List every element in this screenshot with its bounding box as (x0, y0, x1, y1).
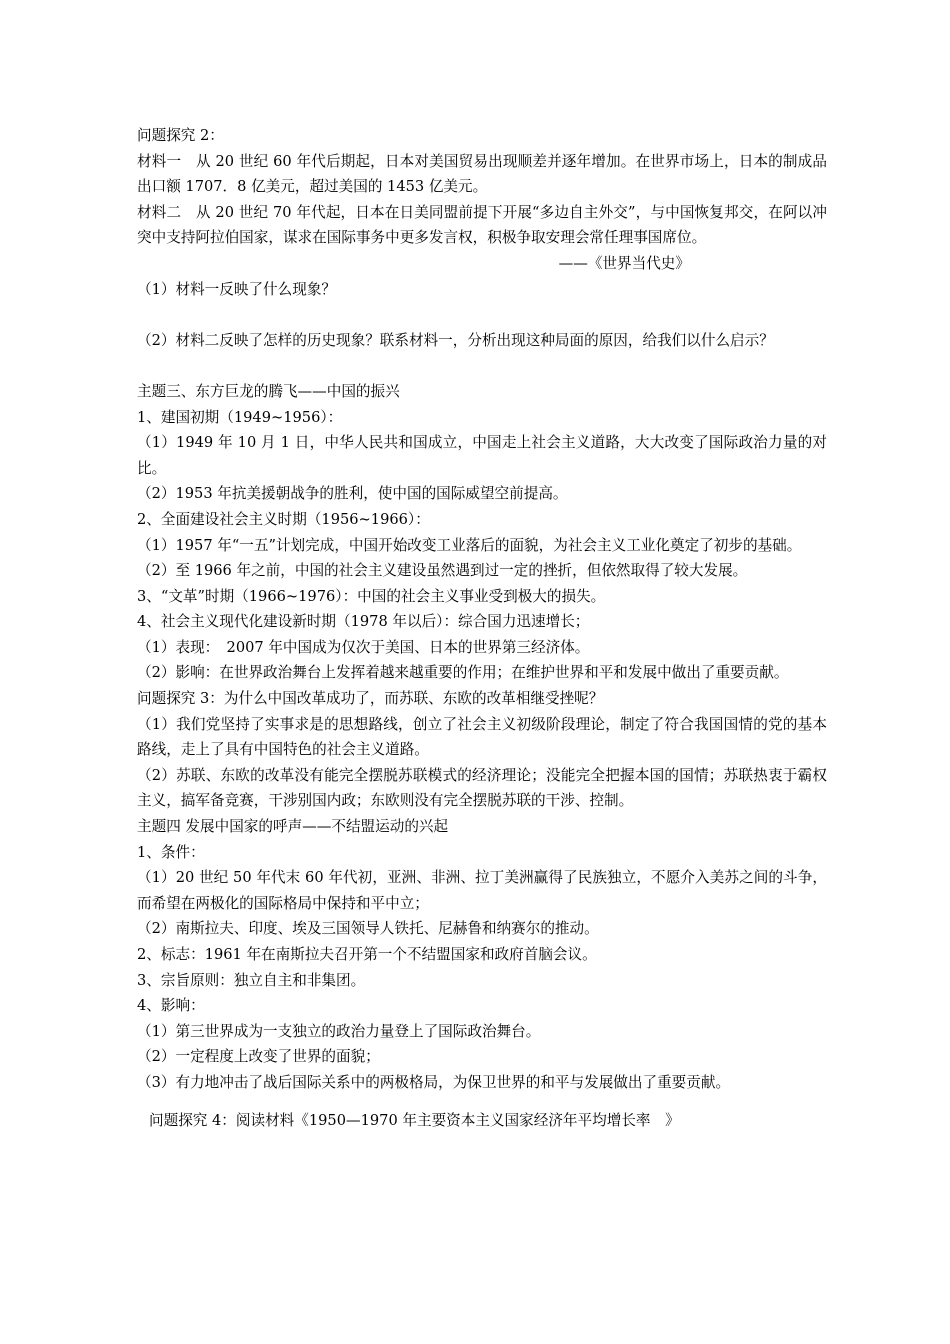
theme3-section1-item2: （2）1953 年抗美援朝战争的胜利，使中国的国际威望空前提高。 (137, 485, 568, 503)
theme4-condition1: （1）20 世纪 50 年代末 60 年代初，亚洲、非洲、拉丁美洲赢得了民族独立，不愿介入美苏之间的斗争，而希望在两极化的国际格局中保持和平中立； (137, 869, 827, 912)
theme4-conditions-heading: 1、条件： (137, 843, 205, 861)
theme4-title: 主题四 发展中国家的呼声——不结盟运动的兴起 (137, 818, 449, 836)
theme3-section2-heading: 2、全面建设社会主义时期（1956~1966）： (137, 510, 430, 528)
document-body (137, 123, 827, 1133)
theme3-section3: 3、“文革”时期（1966~1976）：中国的社会主义事业受到极大的损失。 (137, 587, 606, 605)
theme3-section2-item1: （1）1957 年“一五”计划完成，中国开始改变工业落后的面貌，为社会主义工业化奠定了初步的基础。 (137, 536, 802, 554)
material1-paragraph: 材料一 从 20 世纪 60 年代后期起，日本对美国贸易出现顺差并逐年增加。在世界市场上，日本的制成品出口额 1707．8 亿美元，超过美国的 1453 亿美元。 (137, 152, 827, 196)
theme4-impact2: （2）一定程度上改变了世界的面貌； (137, 1048, 380, 1066)
theme4-sign: 2、标志：1961 年在南斯拉夫召开第一个不结盟国家和政府首脑会议。 (137, 946, 597, 963)
inquiry4-heading: 问题探究 4：阅读材料《1950—1970 年主要资本主义国家经济年平均增长率 》 (149, 1111, 680, 1129)
theme3-title: 主题三、东方巨龙的腾飞——中国的振兴 (137, 382, 400, 400)
inquiry2-heading: 问题探究 2： (137, 127, 224, 144)
theme4-impact1: （1）第三世界成为一支独立的政治力量登上了国际政治舞台。 (137, 1022, 541, 1040)
question-1: （1）材料一反映了什么现象？ (137, 280, 337, 298)
question-2: （2）材料二反映了怎样的历史现象？联系材料一，分析出现这种局面的原因，给我们以什么启示？ (137, 331, 774, 349)
material2-paragraph: 材料二 从 20 世纪 70 年代起，日本在日美同盟前提下开展“多边自主外交”，与中国恢复邦交，在阿以冲突中支持阿拉伯国家，谋求在国际事务中更多发言权，积极争取安理会常任理事国席位。 (137, 203, 827, 247)
theme4-impact-heading: 4、影响： (137, 997, 205, 1015)
inquiry3-answer1: （1）我们党坚持了实事求是的思想路线，创立了社会主义初级阶段理论，制定了符合我国国情的党的基本路线，走上了具有中国特色的社会主义道路。 (137, 715, 827, 759)
inquiry3-heading: 问题探究 3：为什么中国改革成功了，而苏联、东欧的改革相继受挫呢？ (137, 690, 604, 708)
theme4-principle: 3、宗旨原则：独立自主和非集团。 (137, 971, 366, 989)
theme3-section1-item1: （1）1949 年 10 月 1 日，中华人民共和国成立，中国走上社会主义道路，大大改变了国际政治力量的对比。 (137, 434, 827, 477)
inquiry3-answer2: （2）苏联、东欧的改革没有能完全摆脱苏联模式的经济理论；没能完全把握本国的国情；苏联热衷于霸权主义，搞军备竞赛，干涉别国内政；东欧则没有完全摆脱苏联的干涉、控制。 (137, 766, 827, 810)
source-citation: ——《世界当代史》 (558, 254, 690, 272)
theme3-section4-heading: 4、社会主义现代化建设新时期（1978 年以后）：综合国力迅速增长； (137, 613, 590, 631)
theme4-impact3: （3）有力地冲击了战后国际关系中的两极格局，为保卫世界的和平与发展做出了重要贡献。 (137, 1073, 731, 1091)
theme3-section1-heading: 1、建国初期（1949~1956）： (137, 408, 343, 426)
theme4-condition2: （2）南斯拉夫、印度、埃及三国领导人铁托、尼赫鲁和纳赛尔的推动。 (137, 920, 599, 938)
theme3-section4-item2: （2）影响：在世界政治舞台上发挥着越来越重要的作用；在维护世界和平和发展中做出了重要贡献。 (137, 664, 789, 682)
theme3-section2-item2: （2）至 1966 年之前，中国的社会主义建设虽然遇到过一定的挫折，但依然取得了较大发展。 (137, 562, 748, 580)
theme3-section4-item1: （1）表现： 2007 年中国成为仅次于美国、日本的世界第三经济体。 (137, 638, 590, 656)
